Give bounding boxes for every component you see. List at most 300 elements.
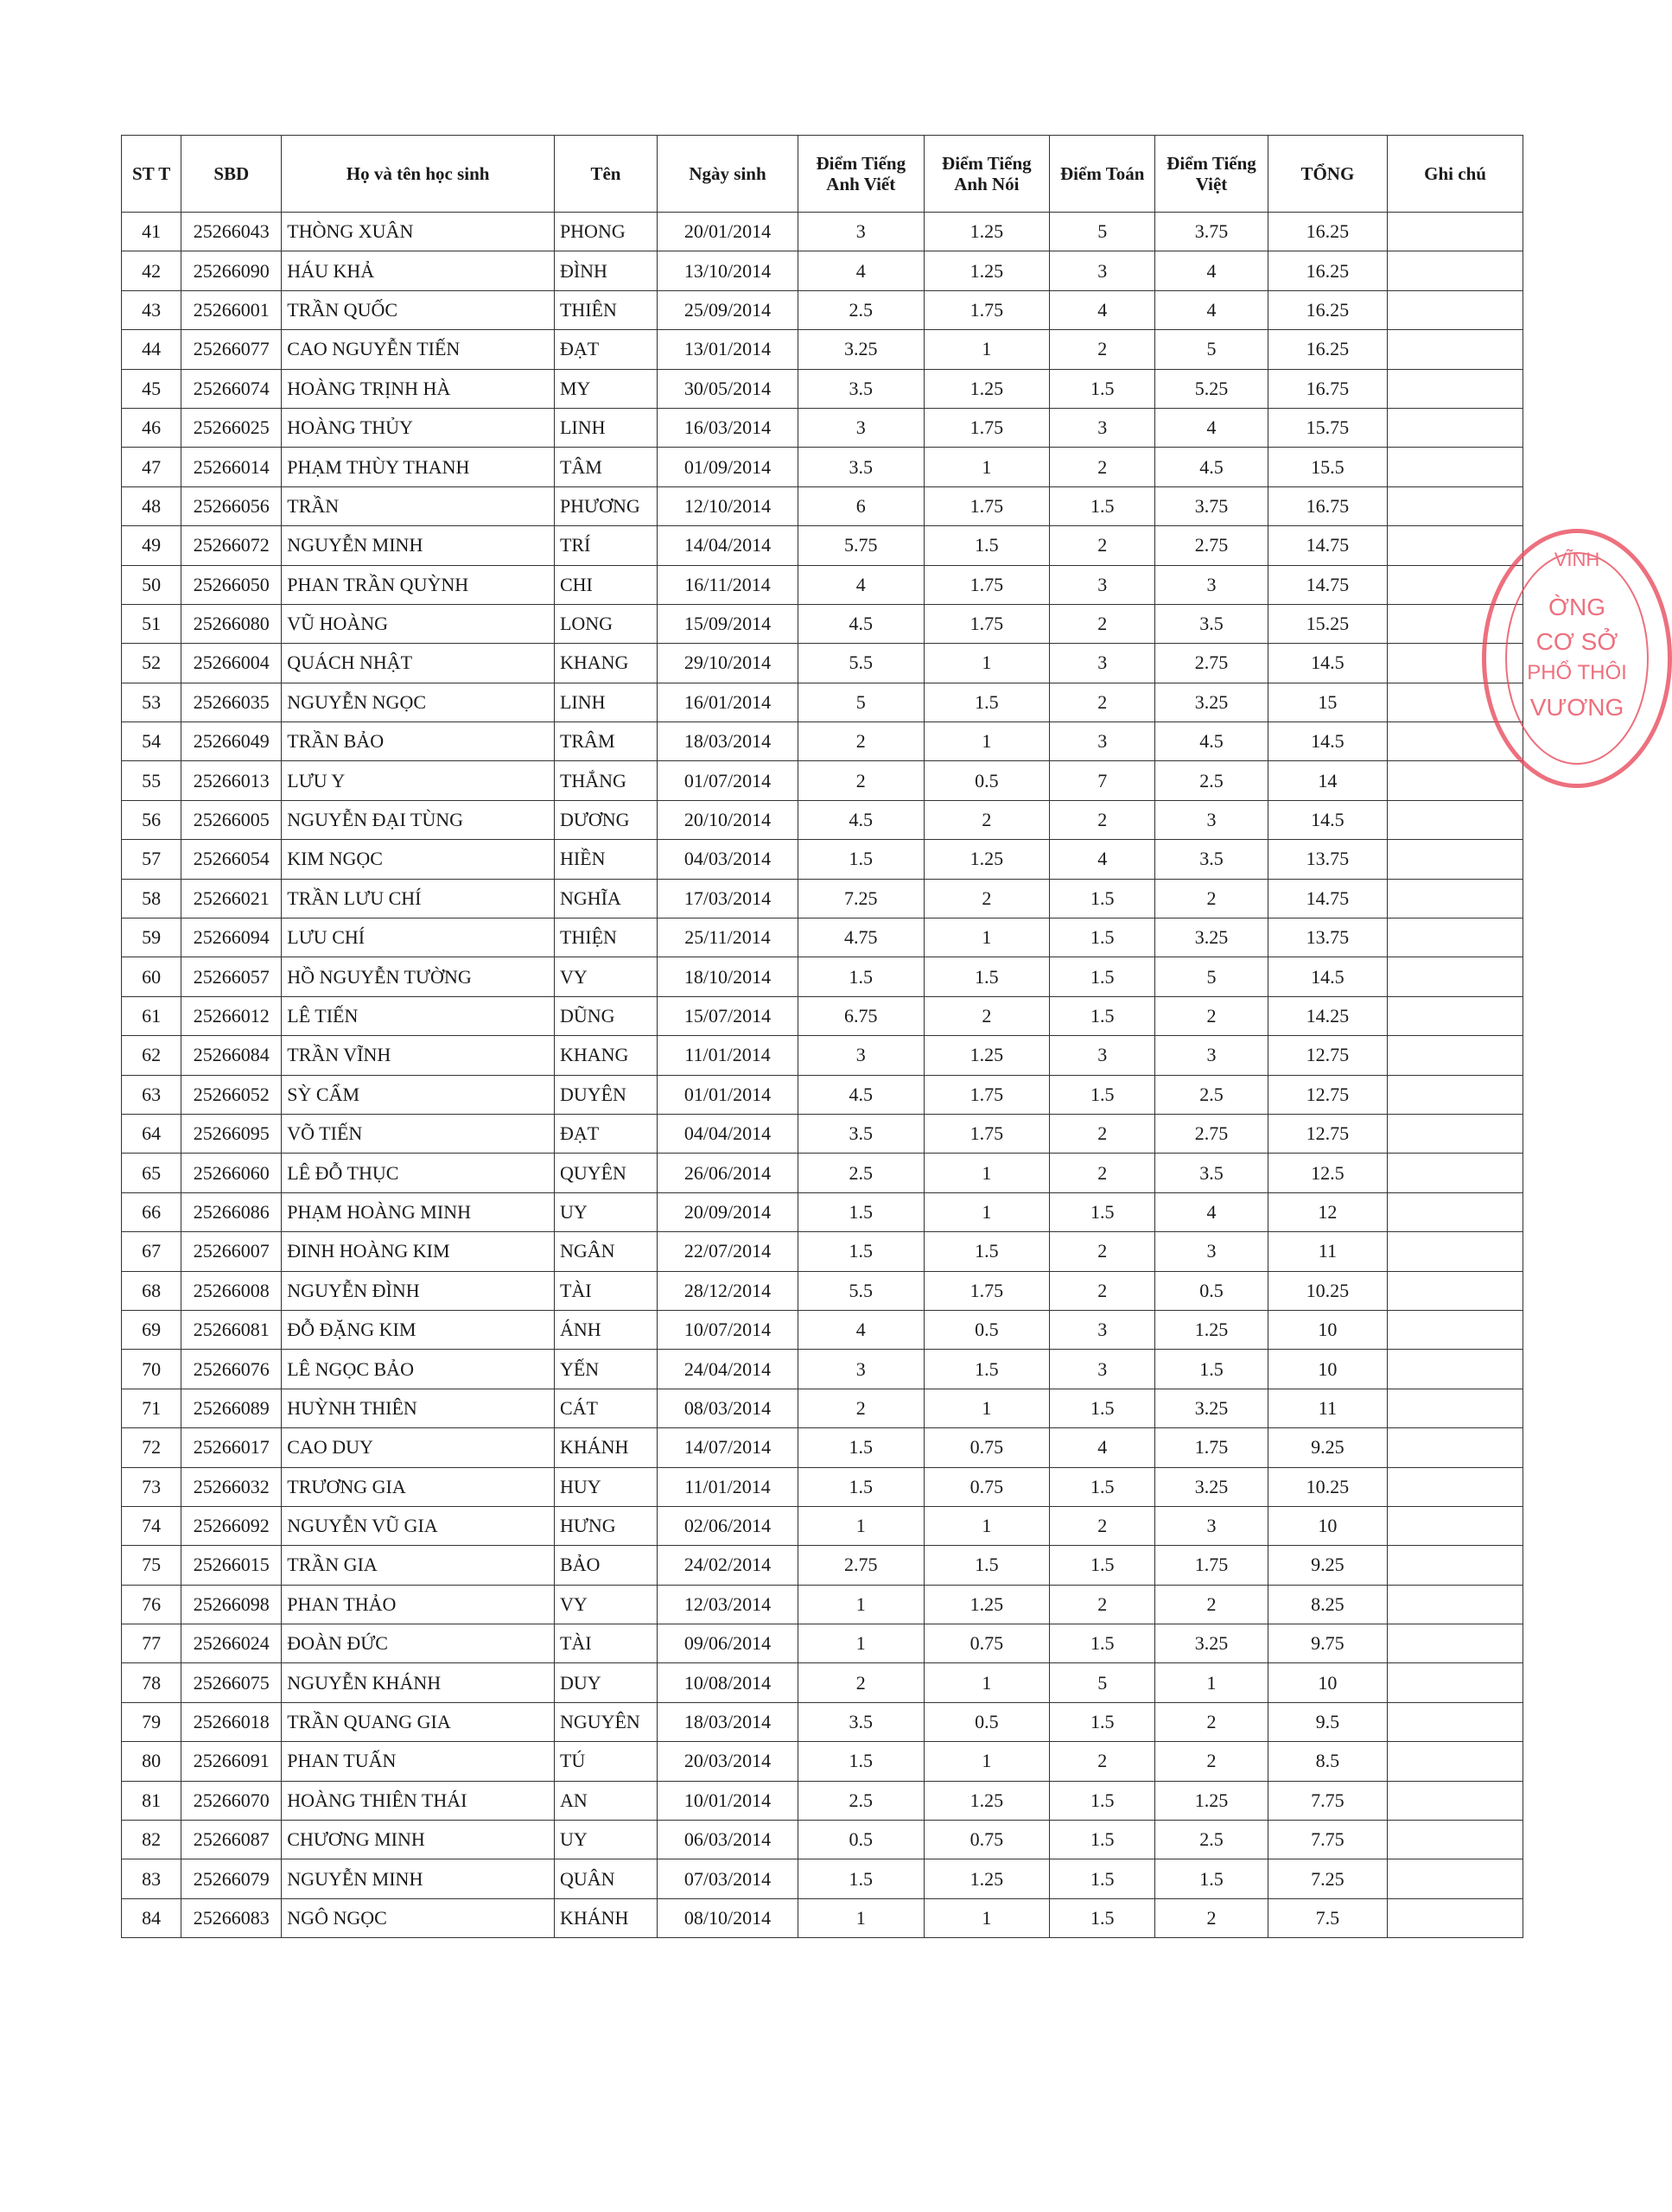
cell-full-name: NGUYỄN NGỌC — [282, 683, 555, 721]
cell-english-speaking: 1.5 — [924, 957, 1050, 996]
stamp-inner-ring — [1505, 552, 1649, 765]
cell-note — [1388, 1350, 1523, 1389]
cell-english-writing: 1.5 — [798, 957, 924, 996]
cell-birth-date: 02/06/2014 — [658, 1506, 798, 1545]
cell-given-name: DƯƠNG — [554, 800, 657, 839]
cell-sbd: 25266077 — [181, 330, 282, 369]
cell-note — [1388, 1075, 1523, 1114]
cell-stt: 65 — [122, 1154, 181, 1192]
cell-total: 9.25 — [1268, 1546, 1387, 1585]
cell-given-name: PHƯƠNG — [554, 486, 657, 525]
cell-given-name: QUYÊN — [554, 1154, 657, 1192]
cell-english-speaking: 0.75 — [924, 1624, 1050, 1663]
cell-birth-date: 20/03/2014 — [658, 1742, 798, 1781]
cell-sbd: 25266080 — [181, 604, 282, 643]
stamp-line: ỜNG — [1548, 594, 1605, 620]
cell-sbd: 25266087 — [181, 1821, 282, 1859]
cell-birth-date: 01/01/2014 — [658, 1075, 798, 1114]
cell-english-writing: 3 — [798, 1036, 924, 1075]
cell-english-writing: 4 — [798, 565, 924, 604]
cell-vietnamese: 2 — [1155, 1742, 1268, 1781]
cell-note — [1388, 1036, 1523, 1075]
cell-birth-date: 28/12/2014 — [658, 1271, 798, 1310]
cell-english-writing: 1.5 — [798, 1428, 924, 1467]
cell-birth-date: 13/01/2014 — [658, 330, 798, 369]
cell-total: 7.75 — [1268, 1781, 1387, 1820]
cell-full-name: NGUYỄN KHÁNH — [282, 1663, 555, 1702]
table-row — [122, 290, 1523, 329]
cell-english-writing: 1 — [798, 1506, 924, 1545]
header-full-name: Họ và tên học sinh — [282, 136, 555, 213]
cell-english-speaking: 2 — [924, 996, 1050, 1035]
cell-total: 7.5 — [1268, 1898, 1387, 1937]
cell-english-speaking: 0.5 — [924, 1702, 1050, 1741]
table-row — [122, 800, 1523, 839]
cell-english-writing: 3.5 — [798, 369, 924, 408]
cell-english-writing: 3.5 — [798, 448, 924, 486]
cell-note — [1388, 879, 1523, 918]
table-row — [122, 1585, 1523, 1624]
cell-full-name: VÕ TIẾN — [282, 1114, 555, 1153]
cell-vietnamese: 3 — [1155, 1232, 1268, 1271]
cell-given-name: ĐÌNH — [554, 251, 657, 290]
table-row — [122, 1232, 1523, 1271]
cell-vietnamese: 2 — [1155, 879, 1268, 918]
cell-math: 2 — [1050, 330, 1155, 369]
cell-vietnamese: 1.75 — [1155, 1546, 1268, 1585]
cell-full-name: THÒNG XUÂN — [282, 213, 555, 251]
cell-birth-date: 01/09/2014 — [658, 448, 798, 486]
table-row — [122, 526, 1523, 565]
stamp-line: VĨNH — [1554, 549, 1600, 570]
cell-total: 7.25 — [1268, 1859, 1387, 1898]
cell-english-writing: 2.5 — [798, 290, 924, 329]
cell-full-name: TRẦN VĨNH — [282, 1036, 555, 1075]
table-row — [122, 840, 1523, 879]
cell-math: 1.5 — [1050, 1546, 1155, 1585]
cell-math: 4 — [1050, 1428, 1155, 1467]
cell-given-name: THIỆN — [554, 918, 657, 957]
cell-full-name: PHAN THẢO — [282, 1585, 555, 1624]
cell-english-writing: 1.5 — [798, 1232, 924, 1271]
cell-stt: 80 — [122, 1742, 181, 1781]
cell-english-writing: 3.5 — [798, 1114, 924, 1153]
cell-given-name: YẾN — [554, 1350, 657, 1389]
cell-total: 16.25 — [1268, 213, 1387, 251]
cell-note — [1388, 448, 1523, 486]
stamp-line: VƯƠNG — [1529, 694, 1624, 721]
cell-birth-date: 09/06/2014 — [658, 1624, 798, 1663]
cell-sbd: 25266090 — [181, 251, 282, 290]
cell-total: 15.5 — [1268, 448, 1387, 486]
cell-full-name: NGUYỄN MINH — [282, 1859, 555, 1898]
cell-vietnamese: 3.5 — [1155, 1154, 1268, 1192]
cell-note — [1388, 1702, 1523, 1741]
cell-vietnamese: 3.75 — [1155, 486, 1268, 525]
cell-note — [1388, 996, 1523, 1035]
cell-english-speaking: 0.5 — [924, 761, 1050, 800]
cell-english-writing: 2 — [798, 722, 924, 761]
cell-birth-date: 16/01/2014 — [658, 683, 798, 721]
cell-stt: 76 — [122, 1585, 181, 1624]
cell-vietnamese: 4 — [1155, 408, 1268, 447]
cell-english-speaking: 1 — [924, 1898, 1050, 1937]
cell-stt: 64 — [122, 1114, 181, 1153]
cell-note — [1388, 1192, 1523, 1231]
cell-stt: 66 — [122, 1192, 181, 1231]
cell-english-writing: 6 — [798, 486, 924, 525]
cell-math: 2 — [1050, 683, 1155, 721]
cell-sbd: 25266054 — [181, 840, 282, 879]
cell-birth-date: 18/03/2014 — [658, 722, 798, 761]
cell-vietnamese: 2 — [1155, 1585, 1268, 1624]
cell-english-writing: 1 — [798, 1624, 924, 1663]
cell-given-name: BẢO — [554, 1546, 657, 1585]
cell-math: 3 — [1050, 722, 1155, 761]
cell-english-writing: 4 — [798, 1310, 924, 1349]
cell-given-name: AN — [554, 1781, 657, 1820]
cell-sbd: 25266021 — [181, 879, 282, 918]
cell-total: 12.75 — [1268, 1036, 1387, 1075]
cell-math: 1.5 — [1050, 1821, 1155, 1859]
cell-vietnamese: 2.75 — [1155, 526, 1268, 565]
cell-sbd: 25266018 — [181, 1702, 282, 1741]
cell-note — [1388, 1663, 1523, 1702]
cell-math: 1.5 — [1050, 996, 1155, 1035]
header-note: Ghi chú — [1388, 136, 1523, 213]
cell-full-name: TRẦN QUỐC — [282, 290, 555, 329]
cell-sbd: 25266094 — [181, 918, 282, 957]
cell-english-speaking: 1 — [924, 644, 1050, 683]
table-row — [122, 448, 1523, 486]
header-english-writing: Điểm Tiếng Anh Viết — [798, 136, 924, 213]
cell-stt: 69 — [122, 1310, 181, 1349]
table-row — [122, 251, 1523, 290]
cell-english-writing: 1.5 — [798, 1859, 924, 1898]
cell-given-name: TÂM — [554, 448, 657, 486]
cell-english-speaking: 0.75 — [924, 1428, 1050, 1467]
table-row — [122, 1389, 1523, 1427]
cell-total: 16.75 — [1268, 486, 1387, 525]
cell-given-name: TRÍ — [554, 526, 657, 565]
cell-given-name: TÀI — [554, 1624, 657, 1663]
cell-full-name: CAO NGUYỄN TIẾN — [282, 330, 555, 369]
cell-math: 1.5 — [1050, 1389, 1155, 1427]
table-row — [122, 1898, 1523, 1937]
cell-sbd: 25266013 — [181, 761, 282, 800]
cell-vietnamese: 3.5 — [1155, 840, 1268, 879]
table-row — [122, 644, 1523, 683]
cell-total: 12.75 — [1268, 1075, 1387, 1114]
cell-sbd: 25266070 — [181, 1781, 282, 1820]
cell-stt: 54 — [122, 722, 181, 761]
cell-math: 1.5 — [1050, 918, 1155, 957]
cell-full-name: TRẦN — [282, 486, 555, 525]
cell-given-name: THIÊN — [554, 290, 657, 329]
cell-english-writing: 1 — [798, 1585, 924, 1624]
cell-stt: 62 — [122, 1036, 181, 1075]
cell-vietnamese: 3.25 — [1155, 1467, 1268, 1506]
cell-total: 12.5 — [1268, 1154, 1387, 1192]
cell-stt: 79 — [122, 1702, 181, 1741]
cell-total: 16.25 — [1268, 290, 1387, 329]
cell-english-speaking: 1.75 — [924, 1075, 1050, 1114]
table-row — [122, 683, 1523, 721]
cell-note — [1388, 290, 1523, 329]
cell-math: 1.5 — [1050, 1624, 1155, 1663]
cell-english-speaking: 1.75 — [924, 1271, 1050, 1310]
cell-math: 4 — [1050, 840, 1155, 879]
cell-note — [1388, 918, 1523, 957]
table-row — [122, 565, 1523, 604]
cell-given-name: NGHĨA — [554, 879, 657, 918]
cell-given-name: HUY — [554, 1467, 657, 1506]
cell-total: 9.5 — [1268, 1702, 1387, 1741]
cell-birth-date: 24/02/2014 — [658, 1546, 798, 1585]
cell-stt: 81 — [122, 1781, 181, 1820]
cell-given-name: KHÁNH — [554, 1898, 657, 1937]
cell-english-writing: 5.5 — [798, 1271, 924, 1310]
cell-full-name: HỒ NGUYỄN TƯỜNG — [282, 957, 555, 996]
cell-english-writing: 7.25 — [798, 879, 924, 918]
cell-full-name: SỲ CẨM — [282, 1075, 555, 1114]
cell-given-name: TÚ — [554, 1742, 657, 1781]
cell-total: 11 — [1268, 1389, 1387, 1427]
cell-total: 12 — [1268, 1192, 1387, 1231]
cell-total: 11 — [1268, 1232, 1387, 1271]
cell-english-speaking: 1.25 — [924, 1781, 1050, 1820]
cell-english-speaking: 1.75 — [924, 1114, 1050, 1153]
cell-sbd: 25266008 — [181, 1271, 282, 1310]
cell-birth-date: 08/10/2014 — [658, 1898, 798, 1937]
cell-english-writing: 3.25 — [798, 330, 924, 369]
cell-birth-date: 26/06/2014 — [658, 1154, 798, 1192]
cell-full-name: QUÁCH NHẬT — [282, 644, 555, 683]
cell-given-name: DUY — [554, 1663, 657, 1702]
cell-english-writing: 4.5 — [798, 1075, 924, 1114]
cell-math: 1.5 — [1050, 1702, 1155, 1741]
cell-english-writing: 3.5 — [798, 1702, 924, 1741]
cell-total: 16.25 — [1268, 251, 1387, 290]
cell-full-name: NGUYỄN ĐẠI TÙNG — [282, 800, 555, 839]
cell-sbd: 25266052 — [181, 1075, 282, 1114]
cell-sbd: 25266060 — [181, 1154, 282, 1192]
cell-birth-date: 29/10/2014 — [658, 644, 798, 683]
cell-vietnamese: 1.5 — [1155, 1350, 1268, 1389]
cell-english-speaking: 1.25 — [924, 840, 1050, 879]
table-row — [122, 1036, 1523, 1075]
cell-birth-date: 04/04/2014 — [658, 1114, 798, 1153]
cell-full-name: PHẠM THÙY THANH — [282, 448, 555, 486]
cell-given-name: DŨNG — [554, 996, 657, 1035]
cell-stt: 71 — [122, 1389, 181, 1427]
cell-math: 3 — [1050, 565, 1155, 604]
cell-stt: 83 — [122, 1859, 181, 1898]
cell-stt: 55 — [122, 761, 181, 800]
cell-vietnamese: 3.25 — [1155, 1389, 1268, 1427]
cell-given-name: TÀI — [554, 1271, 657, 1310]
cell-stt: 42 — [122, 251, 181, 290]
table-row — [122, 604, 1523, 643]
cell-birth-date: 01/07/2014 — [658, 761, 798, 800]
cell-given-name: LINH — [554, 683, 657, 721]
table-row — [122, 761, 1523, 800]
cell-english-speaking: 1.25 — [924, 1859, 1050, 1898]
cell-full-name: NGUYỄN MINH — [282, 526, 555, 565]
cell-math: 2 — [1050, 448, 1155, 486]
cell-note — [1388, 1467, 1523, 1506]
cell-math: 2 — [1050, 1114, 1155, 1153]
cell-full-name: CAO DUY — [282, 1428, 555, 1467]
cell-total: 10.25 — [1268, 1467, 1387, 1506]
cell-total: 14.75 — [1268, 879, 1387, 918]
cell-given-name: NGÂN — [554, 1232, 657, 1271]
cell-full-name: HOÀNG THIÊN THÁI — [282, 1781, 555, 1820]
cell-sbd: 25266032 — [181, 1467, 282, 1506]
cell-vietnamese: 2.5 — [1155, 761, 1268, 800]
cell-stt: 84 — [122, 1898, 181, 1937]
header-row — [122, 136, 1523, 213]
cell-given-name: DUYÊN — [554, 1075, 657, 1114]
cell-birth-date: 22/07/2014 — [658, 1232, 798, 1271]
cell-sbd: 25266084 — [181, 1036, 282, 1075]
cell-stt: 63 — [122, 1075, 181, 1114]
cell-math: 2 — [1050, 1585, 1155, 1624]
table-row — [122, 1663, 1523, 1702]
cell-english-writing: 1.5 — [798, 1467, 924, 1506]
stamp-line: PHỔ THÔI — [1527, 661, 1627, 684]
cell-english-speaking: 1 — [924, 1389, 1050, 1427]
cell-note — [1388, 1389, 1523, 1427]
cell-given-name: VY — [554, 957, 657, 996]
cell-english-writing: 5.5 — [798, 644, 924, 683]
cell-english-speaking: 1.75 — [924, 290, 1050, 329]
cell-vietnamese: 1.75 — [1155, 1428, 1268, 1467]
cell-birth-date: 11/01/2014 — [658, 1036, 798, 1075]
cell-english-speaking: 1.75 — [924, 486, 1050, 525]
cell-english-speaking: 2 — [924, 879, 1050, 918]
cell-english-speaking: 1.5 — [924, 526, 1050, 565]
cell-english-speaking: 1.5 — [924, 1232, 1050, 1271]
cell-vietnamese: 3.25 — [1155, 918, 1268, 957]
cell-total: 16.25 — [1268, 330, 1387, 369]
cell-vietnamese: 1.25 — [1155, 1781, 1268, 1820]
table-row — [122, 1546, 1523, 1585]
cell-sbd: 25266089 — [181, 1389, 282, 1427]
cell-note — [1388, 800, 1523, 839]
cell-stt: 45 — [122, 369, 181, 408]
cell-vietnamese: 0.5 — [1155, 1271, 1268, 1310]
cell-english-writing: 2.5 — [798, 1781, 924, 1820]
cell-sbd: 25266076 — [181, 1350, 282, 1389]
cell-birth-date: 24/04/2014 — [658, 1350, 798, 1389]
cell-given-name: HIỀN — [554, 840, 657, 879]
cell-sbd: 25266017 — [181, 1428, 282, 1467]
cell-full-name: HOÀNG THỦY — [282, 408, 555, 447]
cell-math: 1.5 — [1050, 1859, 1155, 1898]
cell-stt: 60 — [122, 957, 181, 996]
cell-total: 8.5 — [1268, 1742, 1387, 1781]
cell-note — [1388, 213, 1523, 251]
cell-stt: 74 — [122, 1506, 181, 1545]
cell-note — [1388, 1506, 1523, 1545]
cell-english-writing: 1.5 — [798, 840, 924, 879]
cell-birth-date: 08/03/2014 — [658, 1389, 798, 1427]
cell-full-name: HÁU KHẢ — [282, 251, 555, 290]
cell-sbd: 25266024 — [181, 1624, 282, 1663]
cell-vietnamese: 4 — [1155, 1192, 1268, 1231]
cell-stt: 56 — [122, 800, 181, 839]
header-math: Điểm Toán — [1050, 136, 1155, 213]
cell-total: 16.75 — [1268, 369, 1387, 408]
cell-given-name: CHI — [554, 565, 657, 604]
cell-english-writing: 6.75 — [798, 996, 924, 1035]
cell-sbd: 25266074 — [181, 369, 282, 408]
cell-english-writing: 2.75 — [798, 1546, 924, 1585]
cell-birth-date: 06/03/2014 — [658, 1821, 798, 1859]
cell-stt: 50 — [122, 565, 181, 604]
cell-note — [1388, 1859, 1523, 1898]
cell-stt: 59 — [122, 918, 181, 957]
cell-vietnamese: 2.5 — [1155, 1075, 1268, 1114]
cell-vietnamese: 4.5 — [1155, 448, 1268, 486]
cell-english-speaking: 0.75 — [924, 1467, 1050, 1506]
cell-vietnamese: 3.25 — [1155, 683, 1268, 721]
cell-given-name: KHÁNH — [554, 1428, 657, 1467]
cell-math: 3 — [1050, 644, 1155, 683]
cell-english-writing: 0.5 — [798, 1821, 924, 1859]
cell-math: 5 — [1050, 1663, 1155, 1702]
cell-english-writing: 4.5 — [798, 604, 924, 643]
cell-given-name: KHANG — [554, 1036, 657, 1075]
cell-math: 2 — [1050, 1271, 1155, 1310]
score-table — [121, 135, 1523, 1938]
cell-math: 2 — [1050, 1742, 1155, 1781]
cell-english-writing: 4 — [798, 251, 924, 290]
header-birth-date: Ngày sinh — [658, 136, 798, 213]
cell-sbd: 25266072 — [181, 526, 282, 565]
cell-note — [1388, 1585, 1523, 1624]
cell-full-name: VŨ HOÀNG — [282, 604, 555, 643]
cell-full-name: ĐINH HOÀNG KIM — [282, 1232, 555, 1271]
cell-note — [1388, 408, 1523, 447]
cell-sbd: 25266043 — [181, 213, 282, 251]
cell-math: 2 — [1050, 604, 1155, 643]
cell-english-speaking: 1.75 — [924, 565, 1050, 604]
cell-english-speaking: 0.75 — [924, 1821, 1050, 1859]
cell-sbd: 25266050 — [181, 565, 282, 604]
cell-vietnamese: 3 — [1155, 565, 1268, 604]
cell-sbd: 25266049 — [181, 722, 282, 761]
cell-english-writing: 2.5 — [798, 1154, 924, 1192]
cell-english-speaking: 1.5 — [924, 683, 1050, 721]
cell-sbd: 25266092 — [181, 1506, 282, 1545]
cell-total: 14.75 — [1268, 526, 1387, 565]
cell-full-name: TRẦN QUANG GIA — [282, 1702, 555, 1741]
cell-stt: 73 — [122, 1467, 181, 1506]
cell-note — [1388, 1310, 1523, 1349]
cell-sbd: 25266095 — [181, 1114, 282, 1153]
cell-english-writing: 2 — [798, 1389, 924, 1427]
cell-vietnamese: 5.25 — [1155, 369, 1268, 408]
cell-full-name: ĐOÀN ĐỨC — [282, 1624, 555, 1663]
cell-math: 2 — [1050, 526, 1155, 565]
cell-math: 1.5 — [1050, 1467, 1155, 1506]
table-row — [122, 486, 1523, 525]
cell-full-name: LƯU CHÍ — [282, 918, 555, 957]
cell-total: 13.75 — [1268, 918, 1387, 957]
cell-full-name: TRƯƠNG GIA — [282, 1467, 555, 1506]
